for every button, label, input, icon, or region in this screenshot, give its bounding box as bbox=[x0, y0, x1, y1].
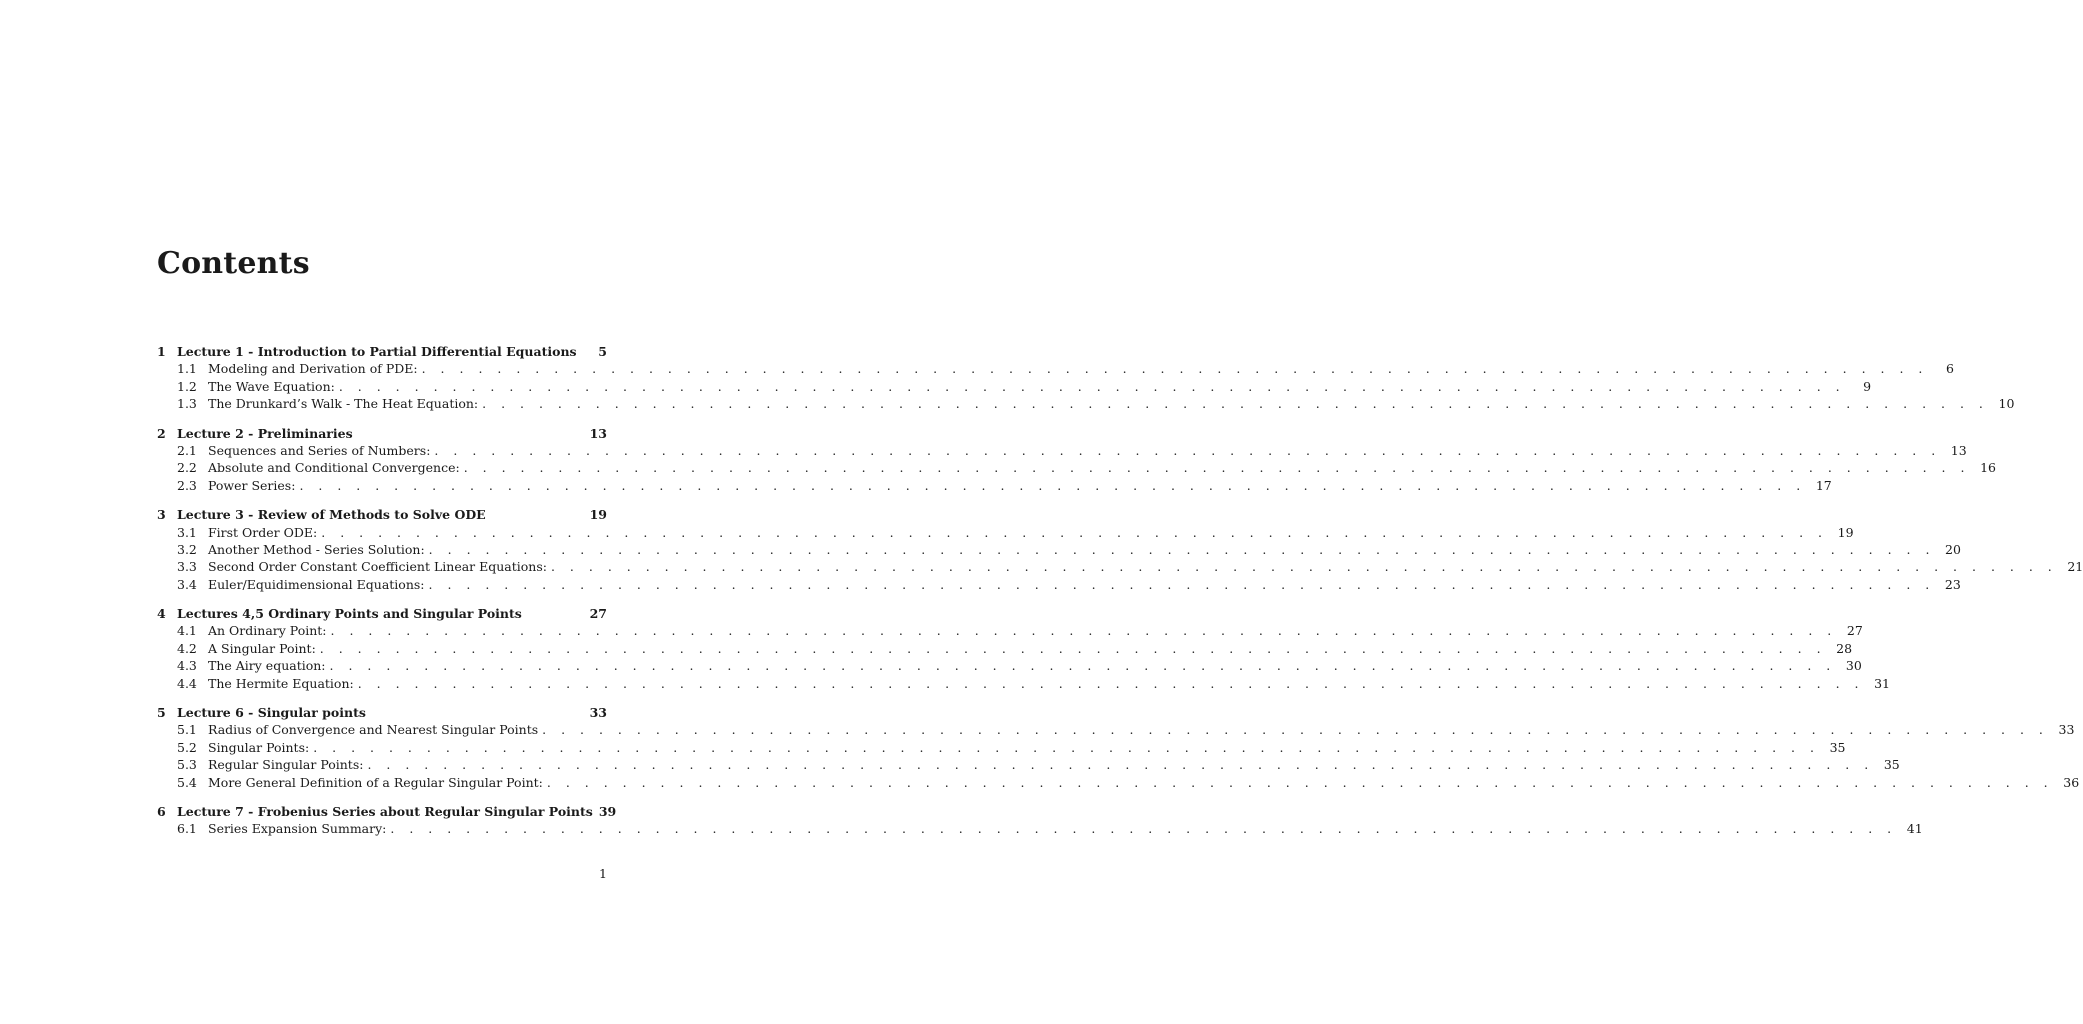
chapter-number: 3 bbox=[157, 507, 166, 523]
section-number: 2.3 bbox=[177, 477, 197, 493]
chapter-title: Lecture 7 - Frobenius Series about Regular Singular Points bbox=[177, 803, 593, 819]
toc-chapter-entry[interactable] bbox=[157, 606, 607, 623]
toc-section-entry[interactable] bbox=[157, 722, 2075, 739]
section-title: Euler/Equidimensional Equations: bbox=[208, 576, 425, 592]
chapter-page-number: 19 bbox=[589, 507, 607, 523]
toc-section-entry[interactable] bbox=[157, 757, 1900, 774]
toc-chapter-entry[interactable] bbox=[157, 426, 607, 443]
section-title: Second Order Constant Coefficient Linear Equations: bbox=[208, 559, 547, 575]
section-number: 1.3 bbox=[177, 396, 197, 412]
toc-section-entry[interactable] bbox=[157, 396, 2015, 413]
section-page-number: 41 bbox=[1906, 821, 1923, 837]
chapter-title: Lecture 1 - Introduction to Partial Differential Equations bbox=[177, 344, 577, 359]
toc-section-entry[interactable] bbox=[157, 774, 2080, 792]
section-page-number: 23 bbox=[1944, 576, 1961, 592]
section-number: 4.3 bbox=[177, 658, 197, 674]
section-number: 1.1 bbox=[177, 361, 197, 377]
dot-leader: . . . . . . . . . . . . . . . . . . . . . . . . . . . . . . . . . . . . . . . . . . . . . . . . . . . . . . . . . . . . . . . . . . . . . . . . . . . . . . . . bbox=[367, 757, 1874, 773]
chapter-page-number: 27 bbox=[589, 606, 607, 622]
toc-section-entry[interactable] bbox=[157, 541, 1961, 559]
section-title: Regular Singular Points: bbox=[208, 757, 364, 773]
section-number: 5.4 bbox=[177, 774, 197, 790]
section-title: More General Definition of a Regular Singular Point: bbox=[208, 774, 543, 790]
chapter-number: 1 bbox=[157, 344, 166, 359]
page-number: 1 bbox=[599, 866, 607, 881]
section-number: 6.1 bbox=[177, 821, 197, 837]
toc-section-entry[interactable] bbox=[157, 442, 1967, 460]
dot-leader: . . . . . . . . . . . . . . . . . . . . . . . . . . . . . . . . . . . . . . . . . . . . . . . . . . . . . . . . . . . . . . . . . . . . . . . . . . . . . . . . bbox=[546, 774, 2054, 790]
section-title: Another Method - Series Solution: bbox=[208, 541, 425, 557]
toc-section-entry[interactable] bbox=[157, 821, 1923, 838]
toc-chapter bbox=[157, 425, 1996, 496]
section-number: 2.2 bbox=[177, 460, 197, 476]
section-number: 4.2 bbox=[177, 640, 197, 656]
section-page-number: 13 bbox=[1950, 442, 1967, 458]
chapter-number: 4 bbox=[157, 606, 166, 622]
dot-leader: . . . . . . . . . . . . . . . . . . . . . . . . . . . . . . . . . . . . . . . . . . . . . . . . . . . . . . . . . . . . . . . . . . . . . . . . . . . . . . . . bbox=[421, 361, 1928, 377]
chapter-title: Lectures 4,5 Ordinary Points and Singular Points bbox=[177, 606, 522, 622]
section-title: The Airy equation: bbox=[208, 658, 326, 674]
section-page-number: 30 bbox=[1845, 658, 1862, 674]
toc-chapter-entry[interactable] bbox=[157, 803, 617, 821]
section-page-number: 27 bbox=[1846, 623, 1863, 639]
chapter-title: Lecture 3 - Review of Methods to Solve ODE bbox=[177, 507, 486, 523]
section-title: First Order ODE: bbox=[208, 524, 318, 540]
chapter-number: 2 bbox=[157, 425, 166, 441]
dot-leader: . . . . . . . . . . . . . . . . . . . . . . . . . . . . . . . . . . . . . . . . . . . . . . . . . . . . . . . . . . . . . . . . . . . . . . . . . . . . . . . . bbox=[329, 658, 1836, 674]
dot-leader: . . . . . . . . . . . . . . . . . . . . . . . . . . . . . . . . . . . . . . . . . . . . . . . . . . . . . . . . . . . . . . . . . . . . . . . . . . . . . . . . bbox=[434, 442, 1941, 458]
section-number: 5.3 bbox=[177, 757, 197, 773]
toc-section-entry[interactable] bbox=[157, 378, 1872, 396]
section-title: The Drunkard’s Walk - The Heat Equation: bbox=[208, 396, 479, 412]
section-page-number: 36 bbox=[2063, 774, 2080, 790]
section-number: 5.2 bbox=[177, 739, 197, 755]
toc-section-entry[interactable] bbox=[157, 640, 1853, 658]
section-number: 3.4 bbox=[177, 576, 197, 592]
contents-heading: Contents bbox=[157, 246, 310, 281]
dot-leader: . . . . . . . . . . . . . . . . . . . . . . . . . . . . . . . . . . . . . . . . . . . . . . . . . . . . . . . . . . . . . . . . . . . . . . . . . . . . . . . . bbox=[319, 640, 1827, 656]
toc-section-entry[interactable] bbox=[157, 623, 1863, 640]
section-number: 3.3 bbox=[177, 559, 197, 575]
section-title: Sequences and Series of Numbers: bbox=[208, 442, 431, 458]
chapter-page-number: 5 bbox=[598, 344, 607, 359]
section-page-number: 19 bbox=[1837, 524, 1854, 540]
chapter-title: Lecture 2 - Preliminaries bbox=[177, 425, 353, 441]
dot-leader: . . . . . . . . . . . . . . . . . . . . . . . . . . . . . . . . . . . . . . . . . . . . . . . . . . . . . . . . . . . . . . . . . . . . . . . . . . . . . . . . bbox=[330, 623, 1837, 639]
section-page-number: 31 bbox=[1874, 675, 1890, 691]
section-title: Radius of Convergence and Nearest Singular Points bbox=[208, 722, 539, 738]
dot-leader: . . . . . . . . . . . . . . . . . . . . . . . . . . . . . . . . . . . . . . . . . . . . . . . . . . . . . . . . . . . . . . . . . . . . . . . . . . . . . . . . bbox=[463, 460, 1970, 476]
section-number: 1.2 bbox=[177, 378, 197, 394]
section-title: A Singular Point: bbox=[208, 640, 316, 656]
chapter-page-number: 13 bbox=[589, 425, 607, 441]
toc-chapter-entry[interactable] bbox=[157, 344, 607, 361]
section-page-number: 6 bbox=[1945, 361, 1954, 377]
toc-section-entry[interactable] bbox=[157, 559, 2083, 576]
chapter-title: Lecture 6 - Singular points bbox=[177, 705, 366, 721]
toc-chapter bbox=[157, 507, 2083, 594]
section-page-number: 35 bbox=[1829, 739, 1846, 755]
chapter-page-number: 33 bbox=[589, 705, 607, 721]
section-number: 3.1 bbox=[177, 524, 197, 540]
dot-leader: . . . . . . . . . . . . . . . . . . . . . . . . . . . . . . . . . . . . . . . . . . . . . . . . . . . . . . . . . . . . . . . . . . . . . . . . . . . . . . . . bbox=[299, 477, 1806, 493]
dot-leader: . . . . . . . . . . . . . . . . . . . . . . . . . . . . . . . . . . . . . . . . . . . . . . . . . . . . . . . . . . . . . . . . . . . . . . . . . . . . . . . . bbox=[321, 524, 1828, 540]
section-page-number: 20 bbox=[1945, 541, 1961, 557]
section-page-number: 33 bbox=[2058, 722, 2075, 738]
toc-section-entry[interactable] bbox=[157, 576, 1961, 594]
dot-leader: . . . . . . . . . . . . . . . . . . . . . . . . . . . . . . . . . . . . . . . . . . . . . . . . . . . . . . . . . . . . . . . . . . . . . . . . . . . . . . . . bbox=[428, 576, 1935, 592]
section-page-number: 21 bbox=[2067, 559, 2083, 575]
toc-section-entry[interactable] bbox=[157, 460, 1996, 477]
section-title: The Wave Equation: bbox=[208, 378, 335, 394]
section-page-number: 10 bbox=[1998, 396, 2015, 412]
dot-leader: . . . . . . . . . . . . . . . . . . . . . . . . . . . . . . . . . . . . . . . . . . . . . . . . . . . . . . . . . . . . . . . . . . . . . . . . . . . . . . . . bbox=[482, 396, 1989, 412]
dot-leader: . . . . . . . . . . . . . . . . . . . . . . . . . . . . . . . . . . . . . . . . . . . . . . . . . . . . . . . . . . . . . . . . . . . . . . . . . . . . . . . . bbox=[428, 541, 1935, 557]
section-number: 2.1 bbox=[177, 442, 197, 458]
section-page-number: 9 bbox=[1863, 378, 1872, 394]
table-of-contents bbox=[157, 344, 2083, 851]
dot-leader: . . . . . . . . . . . . . . . . . . . . . . . . . . . . . . . . . . . . . . . . . . . . . . . . . . . . . . . . . . . . . . . . . . . . . . . . . . . . . . . . bbox=[542, 722, 2049, 738]
section-page-number: 17 bbox=[1815, 477, 1832, 493]
dot-leader: . . . . . . . . . . . . . . . . . . . . . . . . . . . . . . . . . . . . . . . . . . . . . . . . . . . . . . . . . . . . . . . . . . . . . . . . . . . . . . . . bbox=[338, 378, 1846, 394]
toc-chapter bbox=[157, 705, 2080, 792]
toc-section-entry[interactable] bbox=[157, 524, 1854, 542]
toc-section-entry[interactable] bbox=[157, 658, 1862, 675]
toc-section-entry[interactable] bbox=[157, 675, 1890, 693]
section-page-number: 35 bbox=[1883, 757, 1900, 773]
section-title: Singular Points: bbox=[208, 739, 310, 755]
section-number: 4.1 bbox=[177, 623, 197, 639]
toc-chapter-entry[interactable] bbox=[157, 507, 607, 524]
dot-leader: . . . . . . . . . . . . . . . . . . . . . . . . . . . . . . . . . . . . . . . . . . . . . . . . . . . . . . . . . . . . . . . . . . . . . . . . . . . . . . . . bbox=[313, 739, 1820, 755]
toc-section-entry[interactable] bbox=[157, 739, 1846, 757]
section-number: 4.4 bbox=[177, 675, 197, 691]
toc-chapter bbox=[157, 344, 2015, 414]
dot-leader: . . . . . . . . . . . . . . . . . . . . . . . . . . . . . . . . . . . . . . . . . . . . . . . . . . . . . . . . . . . . . . . . . . . . . . . . . . . . . . . . bbox=[390, 821, 1897, 837]
dot-leader: . . . . . . . . . . . . . . . . . . . . . . . . . . . . . . . . . . . . . . . . . . . . . . . . . . . . . . . . . . . . . . . . . . . . . . . . . . . . . . . . bbox=[550, 559, 2058, 575]
section-title: Absolute and Conditional Convergence: bbox=[208, 460, 460, 476]
section-title: The Hermite Equation: bbox=[208, 675, 354, 691]
section-title: Series Expansion Summary: bbox=[208, 821, 387, 837]
section-number: 5.1 bbox=[177, 722, 197, 738]
section-title: Modeling and Derivation of PDE: bbox=[208, 361, 418, 377]
section-title: An Ordinary Point: bbox=[208, 623, 327, 639]
toc-chapter bbox=[157, 803, 1923, 839]
chapter-number: 5 bbox=[157, 705, 166, 721]
toc-chapter-entry[interactable] bbox=[157, 705, 607, 722]
section-title: Power Series: bbox=[208, 477, 296, 493]
section-number: 3.2 bbox=[177, 541, 197, 557]
dot-leader: . . . . . . . . . . . . . . . . . . . . . . . . . . . . . . . . . . . . . . . . . . . . . . . . . . . . . . . . . . . . . . . . . . . . . . . . . . . . . . . . bbox=[357, 675, 1864, 691]
section-page-number: 28 bbox=[1836, 640, 1853, 656]
chapter-page-number: 39 bbox=[598, 803, 617, 819]
chapter-number: 6 bbox=[157, 803, 166, 819]
toc-chapter bbox=[157, 606, 1890, 693]
section-page-number: 16 bbox=[1980, 460, 1996, 476]
toc-section-entry[interactable] bbox=[157, 477, 1832, 495]
toc-section-entry[interactable] bbox=[157, 361, 1954, 378]
